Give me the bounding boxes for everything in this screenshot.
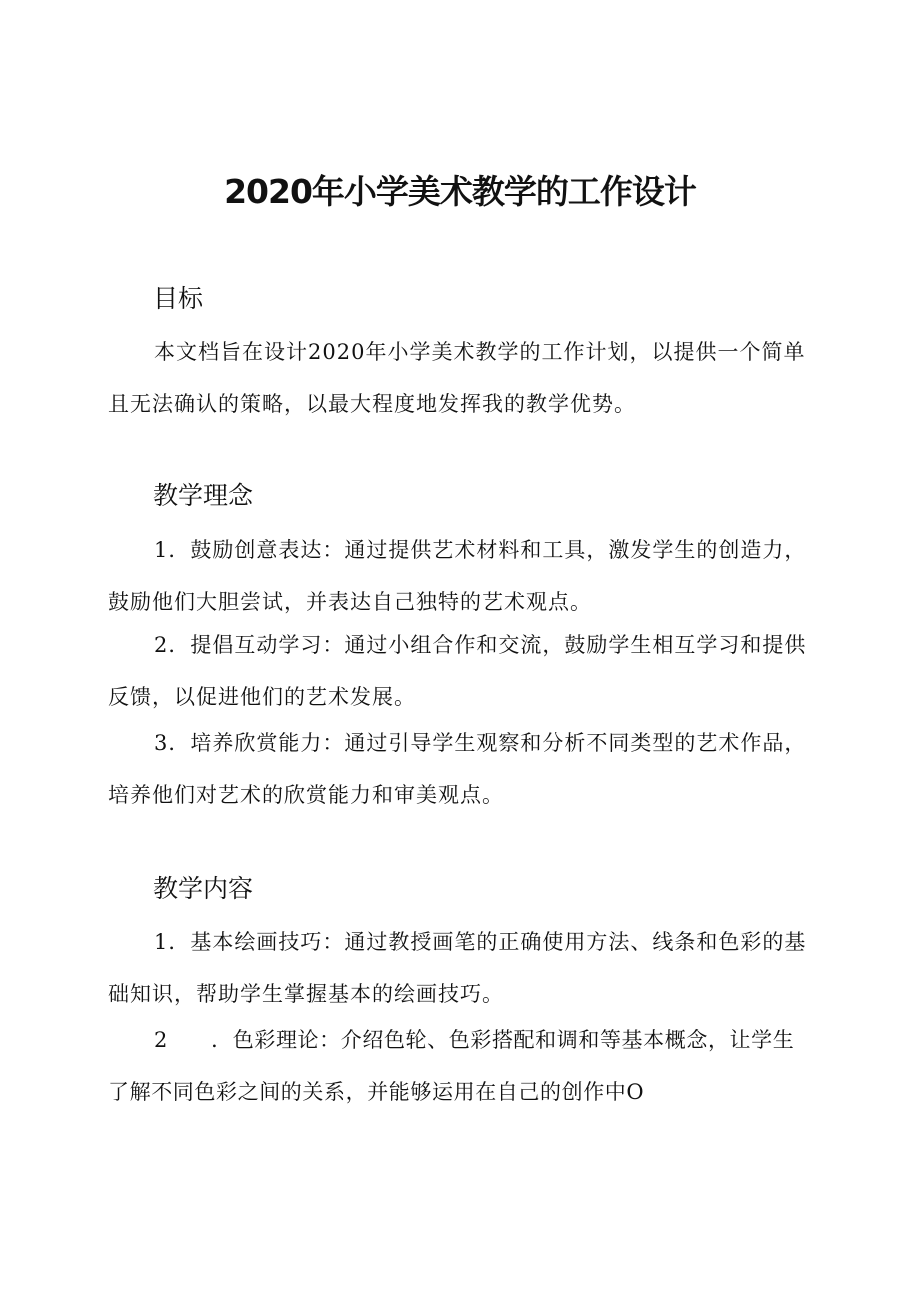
paragraph-content-1: 1．基本绘画技巧：通过教授画笔的正确使用方法、线条和色彩的基础知识，帮助学生掌握基本的绘画技巧。: [108, 930, 807, 1006]
document-title: 2020年小学美术教学的工作设计: [224, 172, 696, 211]
paragraph-content-2: 2 ．色彩理论：介绍色轮、色彩搭配和调和等基本概念，让学生了解不同色彩之间的关系，并能够运用在自己的创作中O: [108, 1028, 795, 1104]
section-heading-philosophy: 教学理念: [153, 481, 254, 510]
section-heading-content: 教学内容: [153, 874, 254, 903]
paragraph-goal: 本文档旨在设计2020年小学美术教学的工作计划，以提供一个简单且无法确认的策略，以最大程度地发挥我的教学优势。: [108, 340, 806, 416]
paragraph-philosophy-3: 3．培养欣赏能力：通过引导学生观察和分析不同类型的艺术作品，培养他们对艺术的欣赏能力和审美观点。: [108, 731, 807, 807]
section-heading-goal: 目标: [153, 284, 204, 313]
paragraph-philosophy-2: 2．提倡互动学习：通过小组合作和交流，鼓励学生相互学习和提供反馈，以促进他们的艺术发展。: [108, 633, 807, 709]
paragraph-philosophy-1: 1．鼓励创意表达：通过提供艺术材料和工具，激发学生的创造力，鼓励他们大胆尝试，并表达自己独特的艺术观点。: [108, 538, 807, 614]
